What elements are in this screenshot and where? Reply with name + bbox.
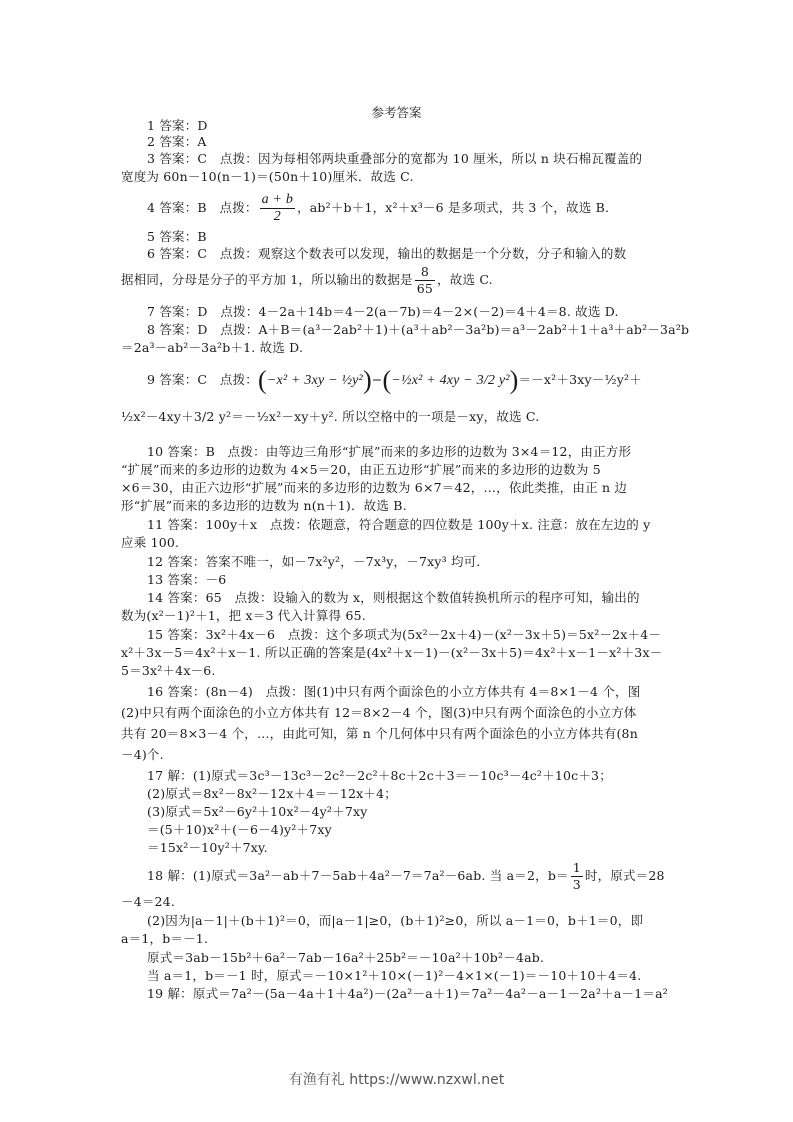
answer-18-suffix: 时，原式＝28: [584, 868, 665, 883]
answer-8-line-2: ＝2a³－ab²－3a²b＋1. 故选 D.: [121, 340, 304, 355]
answer-11-line-1: 11 答案：100y＋x 点拨：依题意，符合题意的四位数是 100y＋x. 注意：放在左边的 y: [147, 517, 651, 532]
fraction-numerator: 1: [572, 860, 581, 875]
answer-9-result: ＝－x²＋3xy－½y²＋: [518, 372, 642, 387]
answer-11-line-2: 应乘 100.: [121, 535, 180, 550]
answer-2: 2 答案：A: [147, 134, 207, 149]
answer-12: 12 答案：答案不唯一，如－7x²y²，－7x³y，－7xy³ 均可．: [147, 554, 490, 569]
open-paren: (: [382, 365, 392, 395]
answer-6-line-2: [121, 264, 681, 297]
answer-16-line-1: 16 答案：(8n－4) 点拨：图(1)中只有两个面涂色的小立方体共有 4＝8×1－4 个，图: [147, 684, 641, 699]
answer-15-line-1: 15 答案：3x²＋4x－6 点拨：这个多项式为(5x²－2x＋4)－(x²－3x＋5)＝5x²－2x＋4－: [147, 627, 662, 642]
answer-14-line-1: 14 答案：65 点拨：设输入的数为 x，则根据这个数值转换机所示的程序可知，输出的: [147, 590, 640, 605]
answer-1: 1 答案：D: [147, 118, 208, 133]
close-paren: ): [509, 365, 519, 395]
answer-6-line-1: 6 答案：C 点拨：观察这个数表可以发现，输出的数据是一个分数，分子和输入的数: [147, 246, 627, 261]
answer-3-line-1: 3 答案：C 点拨：因为每相邻两块重叠部分的宽都为 10 厘米，所以 n 块石棉瓦覆盖的: [147, 151, 643, 166]
answer-4-prefix: 4 答案：B 点拨：: [147, 200, 258, 215]
answer-5: 5 答案：B: [147, 229, 207, 244]
answer-18-line-5: 原式＝3ab－15b²＋6a²－7ab－16a²＋25b²＝－10a²＋10b²－4ab.: [147, 950, 545, 965]
answer-9-expression-right: −½x² + 4xy − 3/2 y²: [391, 373, 510, 388]
answer-17-line-5: ＝15x²－10y²＋7xy.: [147, 840, 268, 855]
answer-16-line-2: (2)中只有两个面涂色的小立方体共有 12＝8×2－4 个，图(3)中只有两个面涂色的小立方体: [121, 705, 637, 720]
fraction-denominator: 65: [416, 281, 434, 296]
answer-9-expression-left: −x² + 3xy − ½y²: [266, 373, 363, 388]
answer-10-line-4: 形“扩展”而来的多边形的边数为 n(n＋1)．故选 B.: [121, 498, 407, 513]
page-title: 参考答案: [371, 105, 422, 120]
answer-9-line-1: 9 答案：C 点拨：(−x² + 3xy − ½y²)−(−½x² + 4xy − 3/2 y²)＝－x²＋3xy－½y²＋: [147, 365, 642, 395]
answer-15-line-3: 5＝3x²＋4x－6.: [121, 663, 216, 678]
fraction-a-plus-b-over-2: [260, 192, 295, 225]
fraction-8-over-65: [415, 264, 435, 297]
answer-10-line-1: 10 答案：B 点拨：由等边三角形“扩展”而来的多边形的边数为 3×4＝12，由正方形: [147, 444, 632, 459]
answer-6-prefix: 据相同，分母是分子的平方加 1，所以输出的数据是: [121, 272, 413, 287]
answer-16-line-3: 共有 20＝8×3－4 个，…，由此可知，第 n 个几何体中只有两个面涂色的小立方体共有(8n: [121, 726, 638, 741]
answer-18-line-1: [147, 860, 707, 893]
answer-9-line-2: ½x²－4xy＋3/2 y²＝－½x²－xy＋y². 所以空格中的一项是－xy，故选 C.: [121, 409, 540, 424]
fraction-denominator: 3: [572, 877, 581, 892]
answer-4-suffix: ，ab²＋b＋1，x²＋x³－6 是多项式，共 3 个，故选 B.: [297, 200, 610, 215]
answer-17-line-1: 17 解：(1)原式＝3c³－13c³－2c²－2c²＋8c＋2c＋3＝－10c³－4c²＋10c＋3；: [147, 768, 612, 783]
answer-18-prefix: 18 解：(1)原式＝3a²－ab＋7－5ab＋4a²－7＝7a²－6ab. 当 a＝2，b＝: [147, 868, 569, 883]
answer-17-line-2: (2)原式＝8x²－8x²－12x＋4＝－12x＋4；: [147, 786, 397, 801]
answer-18-line-6: 当 a＝1，b＝－1 时，原式＝－10×1²＋10×(－1)²－4×1×(－1)＝－10＋10＋4＝4.: [147, 968, 642, 983]
answer-3-line-2: 宽度为 60n－10(n－1)＝(50n＋10)厘米．故选 C.: [121, 169, 414, 184]
answer-10-line-3: ×6＝30，由正六边形“扩展”而来的多边形的边数为 6×7＝42，…，依此类推，由正 n 边: [121, 480, 628, 495]
answer-15-line-2: x²＋3x－5＝4x²＋x－1. 所以正确的答案是(4x²＋x－1)－(x²－3x＋5)＝4x²＋x－1－x²＋3x－: [121, 645, 663, 660]
fraction-numerator: a + b: [261, 192, 294, 207]
answer-18-line-4: a＝1，b＝－1.: [121, 931, 209, 946]
open-paren: (: [258, 365, 267, 395]
answer-16-line-4: －4)个.: [121, 747, 164, 762]
answer-18-line-3: (2)因为|a－1|＋(b＋1)²＝0，而|a－1|≥0，(b＋1)²≥0，所以 a－1＝0，b＋1＝0，即: [147, 913, 644, 928]
answer-10-line-2: “扩展”而来的多边形的边数为 4×5＝20，由正五边形“扩展”而来的多边形的边数为 5: [121, 462, 601, 477]
answer-6-suffix: ，故选 C.: [437, 272, 493, 287]
answer-17-line-3: (3)原式＝5x²－6y²＋10x²－4y²＋7xy: [147, 804, 368, 819]
fraction-1-over-3: [571, 860, 583, 893]
answer-14-line-2: 数为(x²－1)²＋1，把 x＝3 代入计算得 65.: [121, 608, 366, 623]
answer-7: 7 答案：D 点拨：4－2a＋14b＝4－2(a－7b)＝4－2×(－2)＝4＋4＝8. 故选 D.: [147, 304, 619, 319]
close-paren: ): [362, 365, 372, 395]
watermark-footer: 有渔有礼 https://www.nzxwl.net: [288, 1072, 505, 1088]
answer-18-line-2: －4＝24.: [121, 894, 176, 909]
fraction-denominator: 2: [273, 209, 281, 224]
answer-4: [147, 192, 707, 225]
answer-17-line-4: ＝(5＋10)x²＋(－6－4)y²＋7xy: [147, 822, 332, 837]
answer-8-line-1: 8 答案：D 点拨：A＋B＝(a³－2ab²＋1)＋(a³＋ab²－3a²b)＝a³－2ab²＋1＋a³＋ab²－3a²b: [147, 322, 690, 337]
answer-13: 13 答案：－6: [147, 572, 227, 587]
answer-19-line-1: 19 解：原式＝7a²－(5a－4a＋1＋4a²)－(2a²－a＋1)＝7a²－4a²－a－1－2a²＋a－1＝a²: [147, 986, 668, 1001]
fraction-numerator: 8: [415, 264, 435, 281]
answer-9-prefix: 9 答案：C 点拨：: [147, 372, 258, 387]
